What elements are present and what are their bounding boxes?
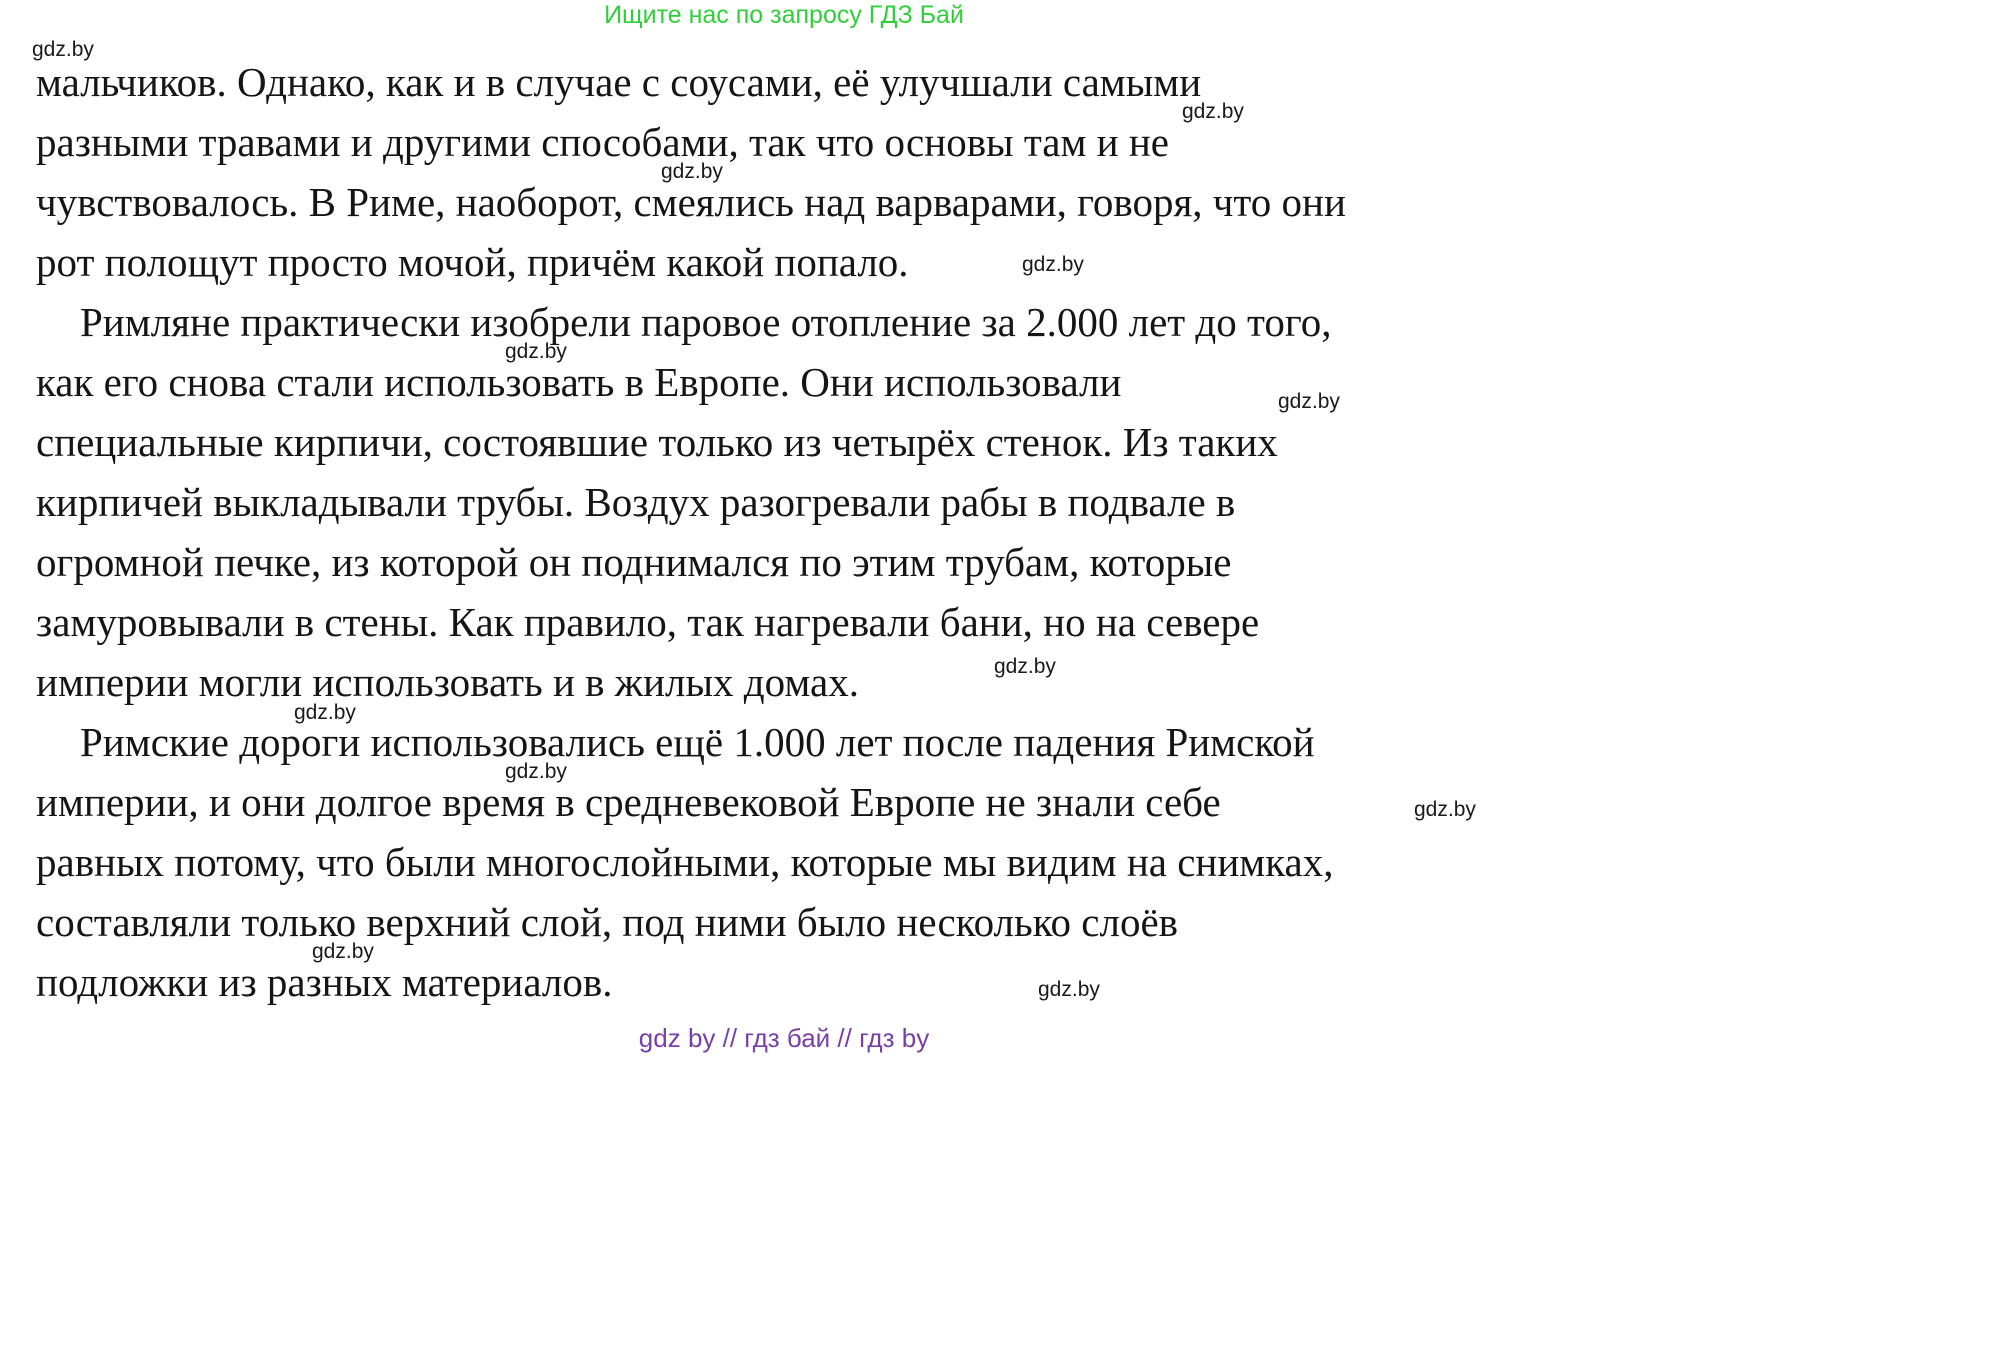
watermark: gdz.by	[505, 760, 567, 783]
text-line: разными травами и другими способами, так что основы там и не	[36, 119, 1169, 165]
watermark: gdz.by	[1182, 100, 1244, 123]
text-line: рот полощут просто мочой, причём какой попало.	[36, 239, 909, 285]
paragraph-first-line: Римляне практически изобрели паровое отопление за 2.000 лет до того,	[80, 299, 1332, 345]
text-line: равных потому, что были многослойными, которые мы видим на снимках,	[36, 839, 1334, 885]
paragraph-first-line: Римские дороги использовались ещё 1.000 лет после падения Римской	[80, 719, 1315, 765]
watermark: gdz.by	[661, 160, 723, 183]
top-search-banner: Ищите нас по запросу ГДЗ Бай	[604, 1, 964, 29]
footer-site-links: gdz by // гдз бай // гдз by	[638, 1023, 930, 1053]
watermark: gdz.by	[32, 38, 94, 61]
text-line: чувствовалось. В Риме, наоборот, смеялись над варварами, говоря, что они	[36, 179, 1346, 225]
watermark: gdz.by	[294, 701, 356, 724]
text-line: специальные кирпичи, состоявшие только из четырёх стенок. Из таких	[36, 419, 1278, 465]
text-line: подложки из разных материалов.	[36, 959, 613, 1005]
watermark: gdz.by	[1414, 798, 1476, 821]
text-line: империи, и они долгое время в средневековой Европе не знали себе	[36, 779, 1221, 825]
text-line: кирпичей выкладывали трубы. Воздух разогревали рабы в подвале в	[36, 479, 1236, 525]
watermark: gdz.by	[505, 340, 567, 363]
text-line: как его снова стали использовать в Европе. Они использовали	[36, 359, 1122, 405]
text-line: составляли только верхний слой, под ними было несколько слоёв	[36, 899, 1179, 945]
watermark: gdz.by	[1278, 390, 1340, 413]
text-line: замуровывали в стены. Как правило, так нагревали бани, но на севере	[36, 599, 1260, 645]
watermark: gdz.by	[312, 940, 374, 963]
text-line: огромной печке, из которой он поднимался по этим трубам, которые	[36, 539, 1232, 585]
text-line: мальчиков. Однако, как и в случае с соусами, её улучшали самыми	[36, 59, 1202, 105]
watermark: gdz.by	[1038, 978, 1100, 1001]
watermark: gdz.by	[1022, 253, 1084, 276]
watermark: gdz.by	[994, 655, 1056, 678]
text-line: империи могли использовать и в жилых домах.	[36, 659, 859, 705]
